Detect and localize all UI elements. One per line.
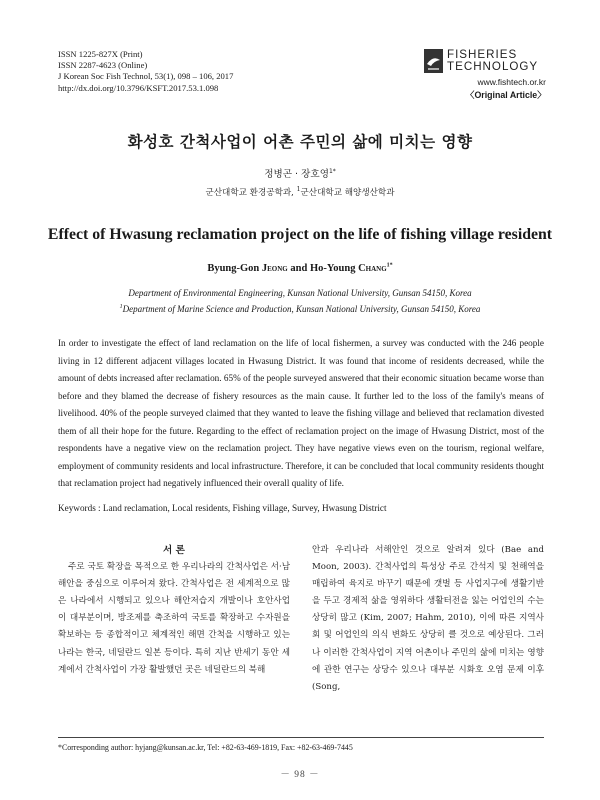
title-korean: 화성호 간척사업이 어촌 주민의 삶에 미치는 영향	[127, 133, 473, 151]
authors-korean-names: 정병곤 · 장호영	[264, 169, 329, 180]
logo-line-1: FISHERIES	[447, 48, 518, 61]
affiliation-english-1: Department of Environmental Engineering, Kunsan National University, Gunsan 54150, Korea	[128, 288, 472, 298]
article-type: 〈Original Article〉	[465, 90, 546, 100]
page-number: － 98 －	[280, 770, 320, 780]
title-english: Effect of Hwasung reclamation project on the life of fishing village resident	[47, 226, 553, 243]
intro-paragraph-right: 안과 우리나라 서해안인 것으로 알려져 있다 (Bae and Moon, 2003). 간척사업의 특성상 주로 간석지 및 천해역을 매립하여 육지로 바꾸기 때문에 갯벌 등 사업지구에 생활기반을 두고 경제적 삶을 영위하다 생활터전을 잃는 어업인의 수는 상당히 많고 (Kim, 2007; Hahm, 2010), 이에 따른 지역사회 및 어업인의 의식 변화도 상당히 클 것으로 예상된다. 그러나 이러한 간척사업이 지역 어촌이나 주민의 삶에 미치는 영향에 관한 연구는 상당수 있으나 대부분 시화호 오염 문제 이후 (Song,	[312, 545, 544, 692]
doi-link[interactable]: http://dx.doi.org/10.3796/KSFT.2017.53.1.098	[58, 82, 219, 93]
authors-korean	[0, 166, 600, 180]
journal-meta	[58, 49, 233, 94]
section-heading-intro: 서 론	[163, 545, 185, 556]
journal-url[interactable]: www.fishtech.or.kr	[477, 77, 546, 87]
footnote-corresponding: *Corresponding author: hyjang@kunsan.ac.kr, Tel: +82-63-469-1819, Fax: +82-63-469-7445	[58, 743, 353, 752]
author2-sup: 1*	[386, 262, 393, 269]
author2-last: Chang	[358, 263, 387, 274]
affiliation-english-sup: 1	[119, 304, 123, 310]
affiliation-korean	[0, 186, 600, 198]
journal-logo	[424, 49, 546, 101]
affiliation-english-2-text: Department of Marine Science and Production, Kunsan National University, Gunsan 54150, Korea	[122, 304, 481, 314]
issn-print: ISSN 1225-827X (Print)	[58, 49, 143, 59]
author2-first: Ho-Young	[309, 263, 359, 274]
affiliation-korean-b: 군산대학교 해양생산학과	[300, 188, 395, 198]
author1-last: Jeong	[261, 263, 288, 274]
issn-online: ISSN 2287-4623 (Online)	[58, 60, 148, 71]
logo-line-2: TECHNOLOGY	[447, 60, 539, 73]
affiliation-korean-a: 군산대학교 환경공학과,	[205, 188, 297, 198]
fish-logo-icon	[424, 49, 443, 73]
intro-column-right	[312, 542, 544, 696]
keywords: Keywords : Land reclamation, Local residents, Fishing village, Survey, Hwasung District	[58, 503, 387, 513]
footnote-divider	[58, 737, 544, 738]
affiliation-korean-sup: 1	[296, 186, 301, 194]
authors-and: and	[287, 263, 310, 274]
affiliation-english-2	[0, 304, 600, 314]
authors-korean-sup: 1*	[328, 167, 336, 175]
intro-paragraph-left: 주로 국토 확장을 목적으로 한 우리나라의 간척사업은 서·남해안을 중심으로 이루어져 왔다. 간척사업은 전 세계적으로 많은 나라에서 시행되고 있으나 해안저습지 개발이나 호안사업이 대부분이며, 방조제를 축조하여 국토를 확장하고 수자원을 확보하는 등 종합적이고 체계적인 해면 간척을 시행하고 있는 나라는 한국, 네덜란드 일본 등이다. 특히 지난 반세기 동안 세계에서 간척사업이 가장 활발했던 곳은 네덜란드의 북해	[58, 562, 290, 675]
abstract: In order to investigate the effect of land reclamation on the life of local fishermen, a survey was conducted with the 246 people living in 12 different adjacent villages located in Hwasung District. It was found that income of residents decreased, while the amount of debts increased after reclamation. 65% of the people surveyed answered that their economic situation became worse than before and they blamed the decrease of fishery resources as the main cause. It further led to the loss of the family's means of livelihood. 40% of the people surveyed claimed that they wanted to leave the fishing village and believed that reclamation divested them of all their hope for the future. Regarding to the effect of reclamation project on the image of Hwasung District, most of the respondents have a negative view on the reclamation project. They have negative views even on the tourism, regional welfare, employment of community residents and local infrastructure. Therefore, it can be concluded that local community residents thought that reclamation project had negatively influenced their overall quality of life.	[58, 338, 544, 488]
citation: J Korean Soc Fish Technol, 53(1), 098 – 106, 2017	[58, 71, 234, 82]
intro-column-left	[58, 542, 290, 679]
author1-first: Byung-Gon	[207, 263, 262, 274]
authors-english	[0, 263, 600, 274]
logo-box	[424, 49, 546, 73]
